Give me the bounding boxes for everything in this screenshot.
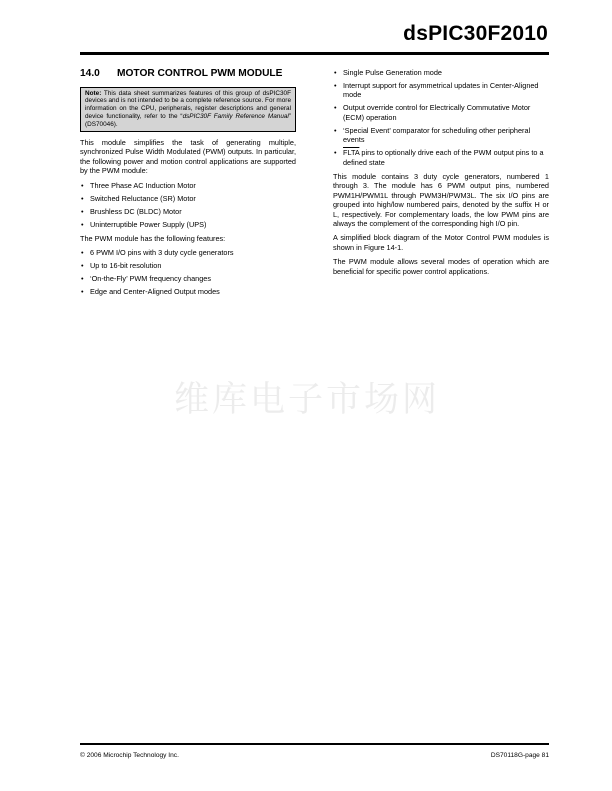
footer-rule bbox=[80, 743, 549, 745]
list-item: • Output override control for Electrically Commutative Motor (ECM) operation bbox=[333, 103, 549, 122]
right-column bbox=[333, 68, 549, 281]
document-title: dsPIC30F2010 bbox=[403, 22, 548, 45]
footer-page-number: DS70118G-page 81 bbox=[490, 752, 549, 759]
note-text-end: ” (DS70046). bbox=[85, 113, 291, 129]
list-item: • Interrupt support for asymmetrical updates in Center-Aligned mode bbox=[333, 81, 549, 100]
watermark: 维库电子市场网 bbox=[174, 380, 441, 420]
list-item: • Single Pulse Generation mode bbox=[333, 68, 549, 77]
applications-list bbox=[80, 181, 296, 229]
block-diagram-paragraph: A simplified block diagram of the Motor Control PWM modules is shown in Figure 14-1. bbox=[333, 233, 549, 252]
list-item: • Up to 16-bit resolution bbox=[80, 261, 296, 270]
list-item-flta bbox=[333, 148, 549, 167]
features-list bbox=[80, 248, 296, 296]
flta-pin-name: FLTA bbox=[343, 148, 360, 158]
list-item: • Brushless DC (BLDC) Motor bbox=[80, 207, 296, 216]
intro-paragraph: This module simplifies the task of generating multiple, synchronized Pulse Width Modulated (PWM) outputs. In particular, the following power and motion control applications are supported by the PWM module: bbox=[80, 138, 296, 176]
list-item: • ‘On-the-Fly’ PWM frequency changes bbox=[80, 274, 296, 283]
flta-description: pins to optionally drive each of the PWM output pins to a defined state bbox=[343, 148, 544, 167]
note-label: Note: bbox=[85, 89, 102, 97]
section-title: MOTOR CONTROL PWM MODULE bbox=[117, 68, 283, 79]
section-number: 14.0 bbox=[80, 68, 100, 79]
list-item: • Switched Reluctance (SR) Motor bbox=[80, 194, 296, 203]
section-heading bbox=[80, 68, 296, 81]
note-text: This data sheet summarizes features of this group of dsPIC30F devices and is not intended to be a complete reference source. For more information on the CPU, peripherals, register descriptions and general device functionality, refer to the “ bbox=[85, 89, 291, 121]
list-item: • Uninterruptible Power Supply (UPS) bbox=[80, 220, 296, 229]
reference-manual-title: dsPIC30F Family Reference Manual bbox=[182, 113, 289, 121]
duty-cycle-paragraph: This module contains 3 duty cycle generators, numbered 1 through 3. The module has 6 PWM output pins, numbered PWM1H/PWM1L through PWM3H/PWM3L. The six I/O pins are grouped into high/low numbered pairs, denoted by the suffix H or L, respectively. For complementary loads, the low PWM pins are always the complement of the corresponding high I/O pin. bbox=[333, 172, 549, 229]
header-rule bbox=[80, 52, 549, 55]
footer-copyright: © 2006 Microchip Technology Inc. bbox=[80, 752, 179, 759]
note-box bbox=[80, 87, 296, 133]
list-item: • Edge and Center-Aligned Output modes bbox=[80, 287, 296, 296]
features-intro: The PWM module has the following features: bbox=[80, 234, 226, 244]
modes-paragraph: The PWM module allows several modes of operation which are beneficial for specific power control applications. bbox=[333, 257, 549, 276]
list-item: • ‘Special Event’ comparator for scheduling other peripheral events bbox=[333, 126, 549, 145]
features-list-continued bbox=[333, 68, 549, 167]
list-item: • Three Phase AC Induction Motor bbox=[80, 181, 296, 190]
list-item: • 6 PWM I/O pins with 3 duty cycle generators bbox=[80, 248, 296, 257]
left-column bbox=[80, 68, 296, 302]
